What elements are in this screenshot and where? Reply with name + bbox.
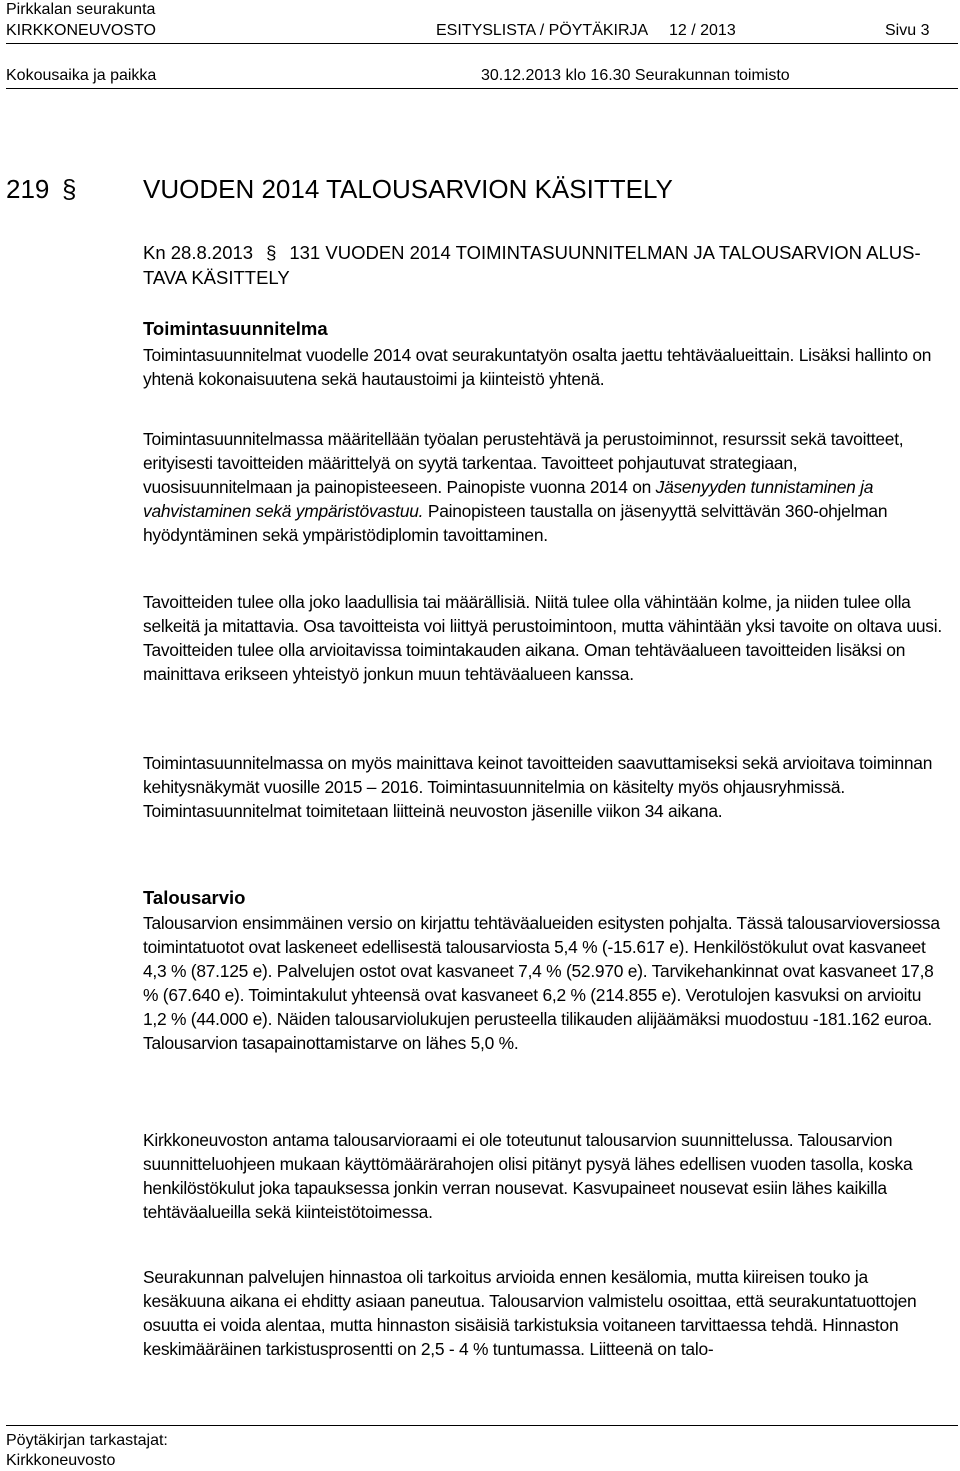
- section-sign-icon: §: [62, 174, 77, 204]
- reference-line-2: TAVA KÄSITTELY: [143, 267, 290, 288]
- reference-line-1: [143, 241, 921, 265]
- section-title: VUODEN 2014 TALOUSARVION KÄSITTELY: [143, 174, 673, 204]
- heading-toimintasuunnitelma: Toimintasuunnitelma: [143, 318, 328, 339]
- org-name: Pirkkalan seurakunta: [6, 1, 156, 18]
- paragraph: [143, 427, 943, 547]
- section-number: 219: [6, 174, 50, 204]
- paragraph: [143, 590, 943, 686]
- reference-date: Kn 28.8.2013: [143, 242, 254, 263]
- governing-body: KIRKKONEUVOSTO: [6, 22, 156, 39]
- page-number: Sivu 3: [885, 22, 930, 39]
- document-number: 12 / 2013: [669, 22, 736, 39]
- paragraph-text: Toimintasuunnitelmassa on myös mainittava keinot tavoitteiden saavuttamiseksi sekä arvioitava toiminnan kehitysnäkymät vuosille 2015 – 2016. Toimintasuunnitelmia on käsitelty myös ohjausryhmissä.: [143, 753, 933, 797]
- paragraph-text: Toimintasuunnitelmat toimitetaan liitteinä neuvoston jäsenille viikon 34 aikana.: [143, 801, 723, 821]
- meeting-time-place: 30.12.2013 klo 16.30 Seurakunnan toimisto: [481, 67, 790, 84]
- header-divider: [6, 43, 958, 44]
- paragraph: [143, 1265, 943, 1361]
- meeting-divider: [6, 88, 958, 89]
- paragraph-text: Kirkkoneuvoston antama talousarvioraami ei ole toteutunut talousarvion suunnittelussa. Talousarvion suunnitteluohjeen mukaan käyttömäärärahojen olisi pitänyt pysyä lähes edellisen vuoden tasolla, koska henkilöstökulut joka tapauksessa jonkin verran nousevat. Kasvupaineet nousevat esiin lähes kaikilla tehtäväalueilla sekä kiinteistötoimessa.: [143, 1130, 913, 1222]
- paragraph-text: Toimintasuunnitelmat vuodelle 2014 ovat seurakuntatyön osalta jaettu tehtäväalueittain. Lisäksi hallinto on yhtenä kokonaisuutena sekä hautaustoimi ja kiinteistö yhtenä.: [143, 345, 932, 389]
- paragraph-text: Talousarvion ensimmäinen versio on kirjattu tehtäväalueiden esitysten pohjalta. Tässä talousarvioversiossa toimintatuotot ovat laskeneet edellisestä talousarviosta 5,4 % (-15.617 e). Henkilöstökulut ovat kasvaneet 4,3 % (87.125 e). Palvelujen ostot ovat kasvaneet 7,4 % (52.970 e). Tarvikehankinnat ovat kasvaneet 17,8 % (67.640 e). Toimintakulut yhteensä ovat kasvaneet 6,2 % (214.855 e). Verotulojen kasvuksi on arvioitu 1,2 % (44.000 e). Näiden talousarviolukujen perusteella tilikauden alijäämäksi muodostuu -181.162 euroa. Talousarvion tasapainottamistarve on lähes 5,0 %.: [143, 913, 940, 1053]
- section-sign-icon: §: [266, 242, 277, 263]
- footer-reviewers-label: Pöytäkirjan tarkastajat:: [6, 1432, 168, 1449]
- emphasis: Jäsenyyden tunnistaminen ja vahvistaminen sekä ympäristövastuu.: [143, 477, 874, 521]
- text-run: Toimintasuunnitelmassa määritellään työalan perustehtävä ja perustoiminnot, resurssit sekä tavoitteet, erityisesti tavoitteiden määrittelyä on syytä tarkentaa. Tavoitteet pohjautuvat strategiaan, vuosisuunnitelmaan ja painopisteeseen. Painopiste vuonna 2014 on: [143, 429, 904, 497]
- meeting-label: Kokousaika ja paikka: [6, 67, 157, 84]
- reference-title: 131 VUODEN 2014 TOIMINTASUUNNITELMAN JA TALOUSARVION ALUS-: [289, 242, 921, 263]
- text-run: Painopisteen taustalla on jäsenyyttä selvittävän 360-ohjelman hyödyntäminen sekä ympäristödiplomin tavoittaminen.: [143, 501, 888, 545]
- paragraph: [143, 343, 943, 391]
- paragraph: [143, 911, 943, 1055]
- footer-divider: [6, 1425, 958, 1426]
- paragraph-text: [143, 427, 943, 547]
- paragraph-text: Seurakunnan palvelujen hinnastoa oli tarkoitus arvioida ennen kesälomia, mutta kiireisen touko ja kesäkuuna aikana ei ehditty asiaan paneutua. Talousarvion valmistelu osoittaa, että seurakuntatuottojen osuutta ei voida alentaa, mutta hinnaston sisäisiä tarkistuksia voitaneen tarvittaessa tehdä. Hinnaston keskimääräinen tarkistusprosentti on 2,5 - 4 % tuntumassa. Liitteenä on talo-: [143, 1267, 917, 1359]
- heading-talousarvio: Talousarvio: [143, 887, 246, 908]
- document-type: ESITYSLISTA / PÖYTÄKIRJA: [436, 22, 649, 39]
- paragraph: [143, 751, 943, 823]
- paragraph-text: Tavoitteiden tulee olla joko laadullisia tai määrällisiä. Niitä tulee olla vähintään kolme, ja niiden tulee olla selkeitä ja mitattavia. Osa tavoitteista voi liittyä perustoimintoon, mutta vähintään yksi tavoite on oltava uusi. Tavoitteiden tulee olla arvioitavissa toimintakauden aikana. Oman tehtäväalueen tavoitteiden lisäksi on mainittava erikseen yhteistyö jonkun muun tehtäväalueen kanssa.: [143, 592, 942, 684]
- paragraph: [143, 1128, 943, 1224]
- footer-body: Kirkkoneuvosto: [6, 1452, 116, 1469]
